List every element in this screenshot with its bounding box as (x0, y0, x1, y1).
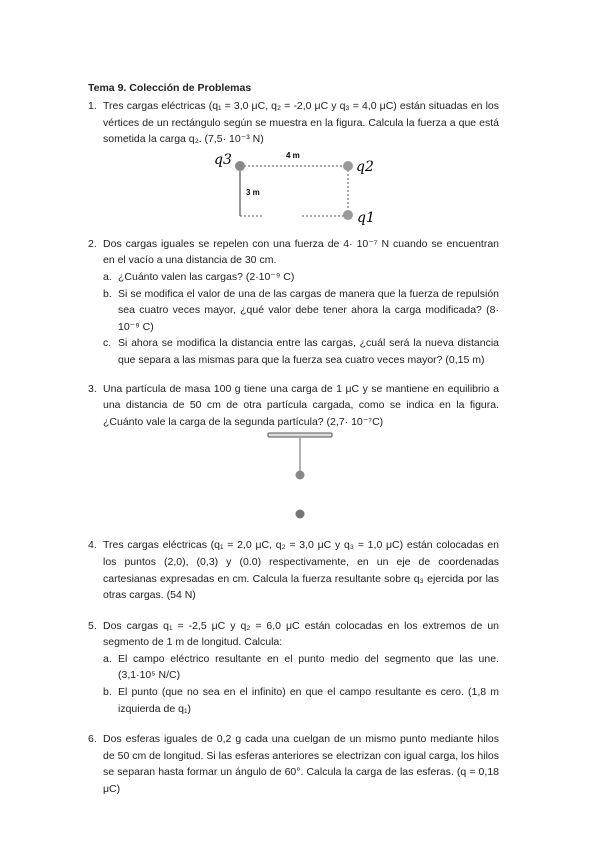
height-label: 3 m (246, 187, 260, 197)
part-b (103, 684, 499, 717)
page-title: Tema 9. Colección de Problemas (88, 82, 252, 94)
figure-1-container (0, 148, 600, 228)
problem-text: Dos esferas iguales de 0,2 g cada una cuelgan de un mismo punto mediante hilos de 50 cm de longitud. Si las esferas anteriores se electrizan con igual carga, los hilos se separan hasta formar un ángulo de 60°. Calcula la carga de las esferas. (q = 0,18 μC) (103, 733, 499, 796)
part-label: b. (103, 686, 112, 699)
problem-text: Una partícula de masa 100 g tiene una carga de 1 μC y se mantiene en equilibrio a una distancia de 50 cm de otra partícula cargada, como se indica en la figura. ¿Cuánto vale la carga de la segunda partícula? (2,7· 10⁻⁷C) (103, 382, 499, 428)
problem-3 (88, 381, 499, 431)
charge-q3 (235, 161, 245, 171)
charge-q2 (343, 161, 353, 171)
problem-6 (88, 731, 499, 797)
problem-text: Tres cargas eléctricas (q₁ = 2,0 μC, q₂ = 3,0 μC y q₃ = 1,0 μC) están colocadas en los puntos (2,0), (0,3) y (0.0) respectivamente, en un eje de coordenadas cartesianas expresadas en cm. Calcula la fuerza resultante sobre q₃ ejercida por las otras cargas. (54 N) (103, 539, 499, 602)
label-q2: q2 (356, 158, 374, 175)
figure-rectangle-charges (0, 148, 600, 228)
document-page (88, 81, 499, 798)
part-label: c. (103, 337, 112, 350)
problem-text: Dos cargas iguales se repelen con una fuerza de 4· 10⁻⁷ N cuando se encuentran en el vacío a una distancia de 30 cm. (103, 237, 499, 267)
problem-number: 3. (88, 382, 97, 395)
hanging-particle (296, 471, 305, 480)
part-text: ¿Cuánto valen las cargas? (2·10⁻⁹ C) (118, 270, 295, 283)
width-label: 4 m (286, 150, 300, 160)
part-text: El punto (que no sea en el infinito) en que el campo resultante es cero. (1,8 m izquierda de q₁) (118, 686, 499, 715)
problem-number: 1. (88, 100, 97, 112)
problem-2 (88, 236, 499, 369)
part-c (103, 335, 499, 368)
problem-number: 6. (88, 733, 97, 746)
part-label: b. (103, 287, 112, 300)
problem-5 (88, 618, 499, 718)
fixed-particle (296, 510, 305, 519)
problem-1 (88, 98, 499, 148)
charge-q1 (343, 210, 353, 220)
label-q3: q3 (214, 151, 232, 168)
problem-number: 4. (88, 539, 97, 552)
figure-hanging-particle (0, 430, 600, 525)
part-text: El campo eléctrico resultante en el punto medio del segmento que las une. (3,1·10⁵ N/C) (118, 652, 499, 682)
figure-3-container (0, 430, 600, 525)
ceiling-bar (268, 433, 332, 437)
problem-text: Tres cargas eléctricas (q₁ = 3,0 μC, q₂ = -2,0 μC y q₃ = 4,0 μC) están situadas en los vértices de un rectángulo según se muestra en la figura. Calcula la fuerza a que está sometida la carga q₂. (7,5· 10⁻³ N) (103, 100, 499, 146)
problem-number: 5. (88, 619, 97, 632)
part-a (103, 269, 499, 286)
problem-number: 2. (88, 237, 97, 250)
problem-4 (88, 537, 499, 603)
part-a (103, 651, 499, 684)
part-label: a. (103, 270, 112, 283)
part-text: Si se modifica el valor de una de las cargas de manera que la fuerza de repulsión sea cuatro veces mayor, ¿qué valor debe tener ahora la carga modificada? (8· 10⁻⁹ C) (118, 287, 499, 333)
label-q1: q1 (357, 209, 375, 226)
part-text: Si ahora se modifica la distancia entre las cargas, ¿cuál será la nueva distancia que separa a las mismas para que la fuerza sea cuatro veces mayor? (0,15 m) (118, 337, 499, 366)
part-b (103, 286, 499, 336)
part-label: a. (103, 652, 112, 665)
problem-text: Dos cargas q₁ = -2,5 μC y q₂ = 6,0 μC están colocadas en los extremos de un segmento de 1 m de longitud. Calcula: (103, 619, 499, 649)
